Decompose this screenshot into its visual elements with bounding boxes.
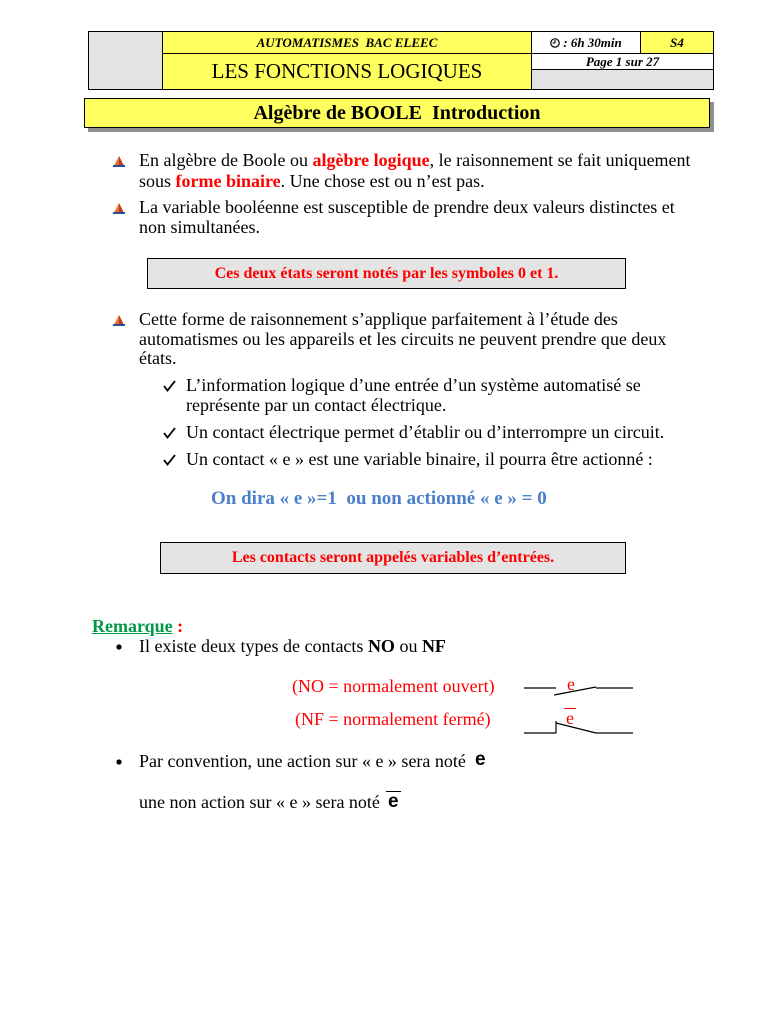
point-1-line-2 — [139, 171, 485, 192]
header-chapter: LES FONCTIONS LOGIQUES — [211, 59, 483, 83]
binary-statement: On dira « e »=1 ou non actionné « e » = 0 — [211, 488, 547, 509]
text-segment: , le raisonnement se fait uniquement — [429, 150, 691, 170]
point-1-line-1 — [139, 150, 691, 171]
check-1-line-2: représente par un contact électrique. — [186, 395, 447, 415]
point-3-line-3: états. — [139, 348, 177, 368]
section-title: Algèbre de BOOLE Introduction — [253, 101, 541, 124]
emphasis-term: algèbre logique — [312, 150, 430, 170]
clock-icon — [550, 38, 560, 48]
header-level-cell — [640, 31, 714, 54]
header-subject-cell — [162, 31, 532, 54]
text-segment: Il existe deux types de contacts — [139, 636, 368, 656]
header-subject: AUTOMATISMES BAC ELEEC — [256, 34, 438, 50]
remark-colon: : — [172, 616, 184, 636]
section-title-box — [84, 98, 710, 128]
no-contact-label: (NO = normalement ouvert) — [292, 676, 495, 696]
header-duration: : 6h 30min — [563, 34, 622, 50]
nf-contact-symbol — [518, 714, 638, 738]
page-number: Page 1 sur 27 — [585, 53, 660, 69]
checkmark-icon — [163, 454, 176, 466]
remark-item-contact-types — [139, 636, 446, 657]
check-1-line-1: L’information logique d’une entrée d’un système automatisé se — [186, 375, 641, 395]
contact-blade — [556, 723, 596, 733]
bullet-dot-icon — [116, 759, 122, 765]
header-level: S4 — [670, 34, 684, 50]
header-page-cell — [531, 53, 714, 70]
nf-abbreviation: NF — [421, 636, 446, 656]
pointer-bullet-icon — [113, 155, 125, 167]
checkmark-icon — [163, 427, 176, 439]
check-2-line-1: Un contact électrique permet d’établir ou d’interrompre un circuit. — [186, 422, 665, 442]
no-contact-symbol — [518, 678, 638, 700]
nf-contact-variable-complement: e — [566, 708, 574, 728]
action-variable: e — [475, 749, 486, 770]
header-duration-cell — [531, 31, 641, 54]
check-3-line-1: Un contact « e » est une variable binaire, il pourra être actionné : — [186, 449, 653, 469]
non-action-variable-complement: e — [388, 791, 399, 812]
text-segment: ou — [394, 636, 422, 656]
pointer-bullet-icon — [113, 202, 125, 214]
remark-item-non-action: une non action sur « e » sera noté — [139, 792, 380, 812]
point-3-line-2: automatismes ou les appareils et les circuits ne peuvent prendre que deux — [139, 329, 667, 349]
highlight-states-text: Ces deux états seront notés par les symboles 0 et 1. — [214, 264, 559, 282]
header-empty-cell — [531, 69, 714, 90]
remark-heading — [92, 616, 183, 637]
highlight-inputs-text: Les contacts seront appelés variables d’entrées. — [231, 549, 555, 566]
emphasis-term: forme binaire — [175, 171, 281, 191]
text-segment: . Une chose est ou n’est pas. — [280, 171, 485, 191]
header-table — [88, 31, 714, 90]
remark-item-action: Par convention, une action sur « e » sera noté — [139, 751, 466, 771]
checkmark-icon — [163, 380, 176, 392]
point-2-line-1: La variable booléenne est susceptible de prendre deux valeurs distinctes et — [139, 197, 675, 217]
remark-label: Remarque — [92, 616, 173, 636]
text-segment: sous — [139, 171, 176, 191]
header-chapter-cell — [162, 53, 532, 90]
text-segment: En algèbre de Boole ou — [139, 150, 313, 170]
point-3-line-1: Cette forme de raisonnement s’applique parfaitement à l’étude des — [139, 309, 618, 329]
pointer-bullet-icon — [113, 314, 125, 326]
point-2-line-2: non simultanées. — [139, 217, 260, 237]
bullet-dot-icon — [116, 644, 122, 650]
no-contact-variable: e — [567, 674, 575, 694]
highlight-box-states — [147, 258, 626, 289]
contact-blade — [554, 687, 596, 695]
nf-contact-label: (NF = normalement fermé) — [295, 709, 491, 729]
no-abbreviation: NO — [367, 636, 395, 656]
highlight-box-inputs — [160, 542, 626, 574]
header-logo-cell — [88, 31, 163, 90]
